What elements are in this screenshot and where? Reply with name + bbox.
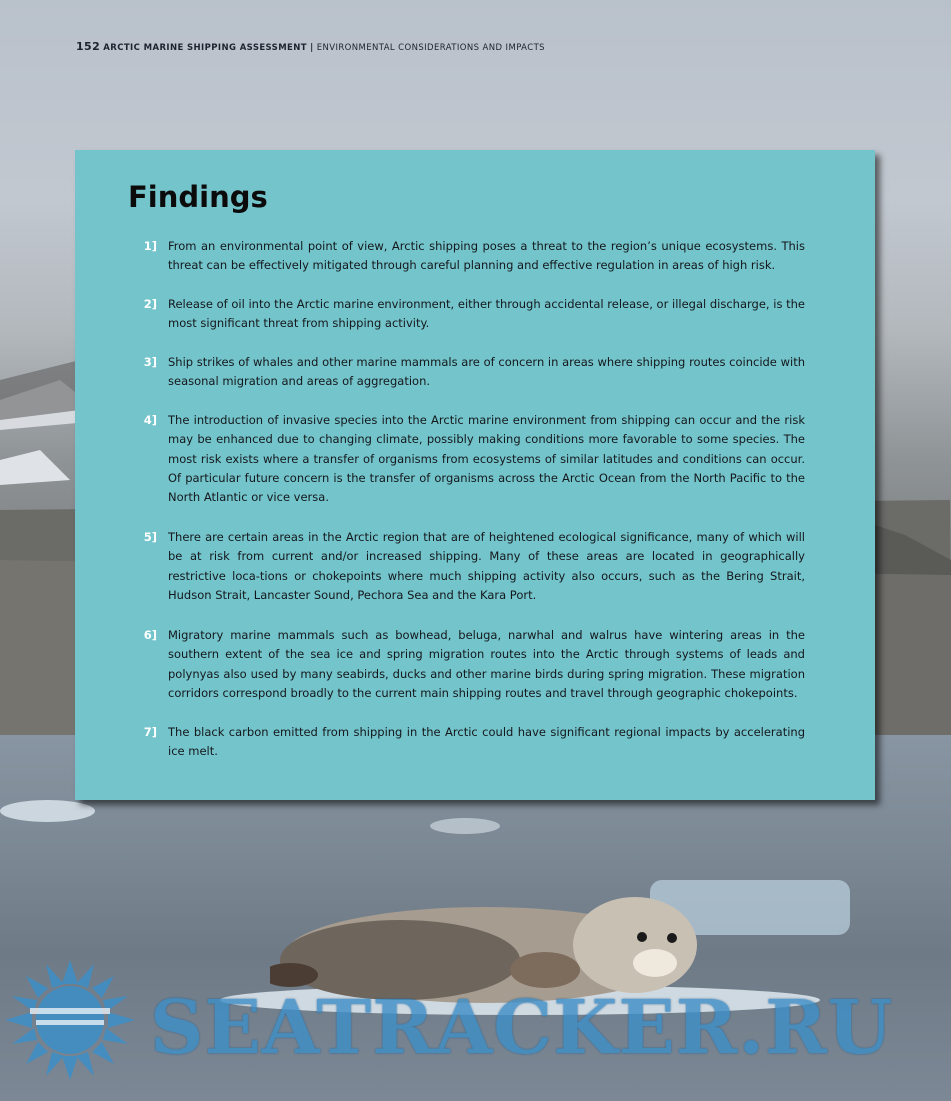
- findings-heading: Findings: [128, 180, 268, 214]
- finding-number: 7]: [143, 725, 157, 739]
- finding-text: Ship strikes of whales and other marine mammals are of concern in areas where shipping routes coincide with seasonal migration and areas of aggregation.: [168, 355, 805, 389]
- finding-text: There are certain areas in the Arctic region that are of heightened ecological significance, many of which will be at risk from current and/or increased shipping. Many of these areas are located in geographically restrictive loca-tions or chokepoints where much shipping activity also occurs, such as the Bering Strait, Hudson Strait, Lancaster Sound, Pechora Sea and the Kara Port.: [168, 530, 805, 602]
- findings-panel: [75, 150, 875, 800]
- ice-floe: [430, 818, 500, 834]
- finding-number: 2]: [143, 297, 157, 311]
- finding-number: 1]: [143, 239, 157, 253]
- finding-number: 3]: [143, 355, 157, 369]
- finding-text: Release of oil into the Arctic marine environment, either through accidental release, or illegal discharge, is the most significant threat from shipping activity.: [168, 297, 805, 331]
- watermark-text: SEATRACKER.RU: [150, 985, 894, 1071]
- publication-title: ARCTIC MARINE SHIPPING ASSESSMENT: [103, 43, 307, 53]
- ice-floe: [0, 800, 95, 822]
- finding-text: Migratory marine mammals such as bowhead, beluga, narwhal and walrus have wintering areas in the southern extent of the sea ice and spring migration routes into the Arctic through systems of leads and polynyas also used by many seabirds, ducks and other marine birds during spring migration. These migration corridors correspond broadly to the current main shipping routes and travel through geographic chokepoints.: [168, 628, 805, 700]
- finding-number: 6]: [143, 628, 157, 642]
- running-header: [76, 40, 545, 53]
- finding-number: 4]: [143, 413, 157, 427]
- finding-text: From an environmental point of view, Arctic shipping poses a threat to the region’s unique ecosystems. This threat can be effectively mitigated through careful planning and effective regulation in areas of high risk.: [168, 239, 805, 273]
- section-title: ENVIRONMENTAL CONSIDERATIONS AND IMPACTS: [316, 43, 545, 53]
- finding-number: 5]: [143, 530, 157, 544]
- finding-text: The black carbon emitted from shipping in the Arctic could have significant regional impacts by accelerating ice melt.: [168, 725, 805, 759]
- finding-text: The introduction of invasive species into the Arctic marine environment from shipping can occur and the risk may be enhanced due to changing climate, possibly making conditions more favorable to some species. The most risk exists where a transfer of organisms from ecosystems of similar latitudes and conditions can occur. Of particular future concern is the transfer of organisms across the Arctic Ocean from the North Pacific to the North Atlantic or vice versa.: [168, 413, 805, 505]
- header-separator: |: [310, 43, 314, 53]
- page-number: 152: [76, 40, 101, 53]
